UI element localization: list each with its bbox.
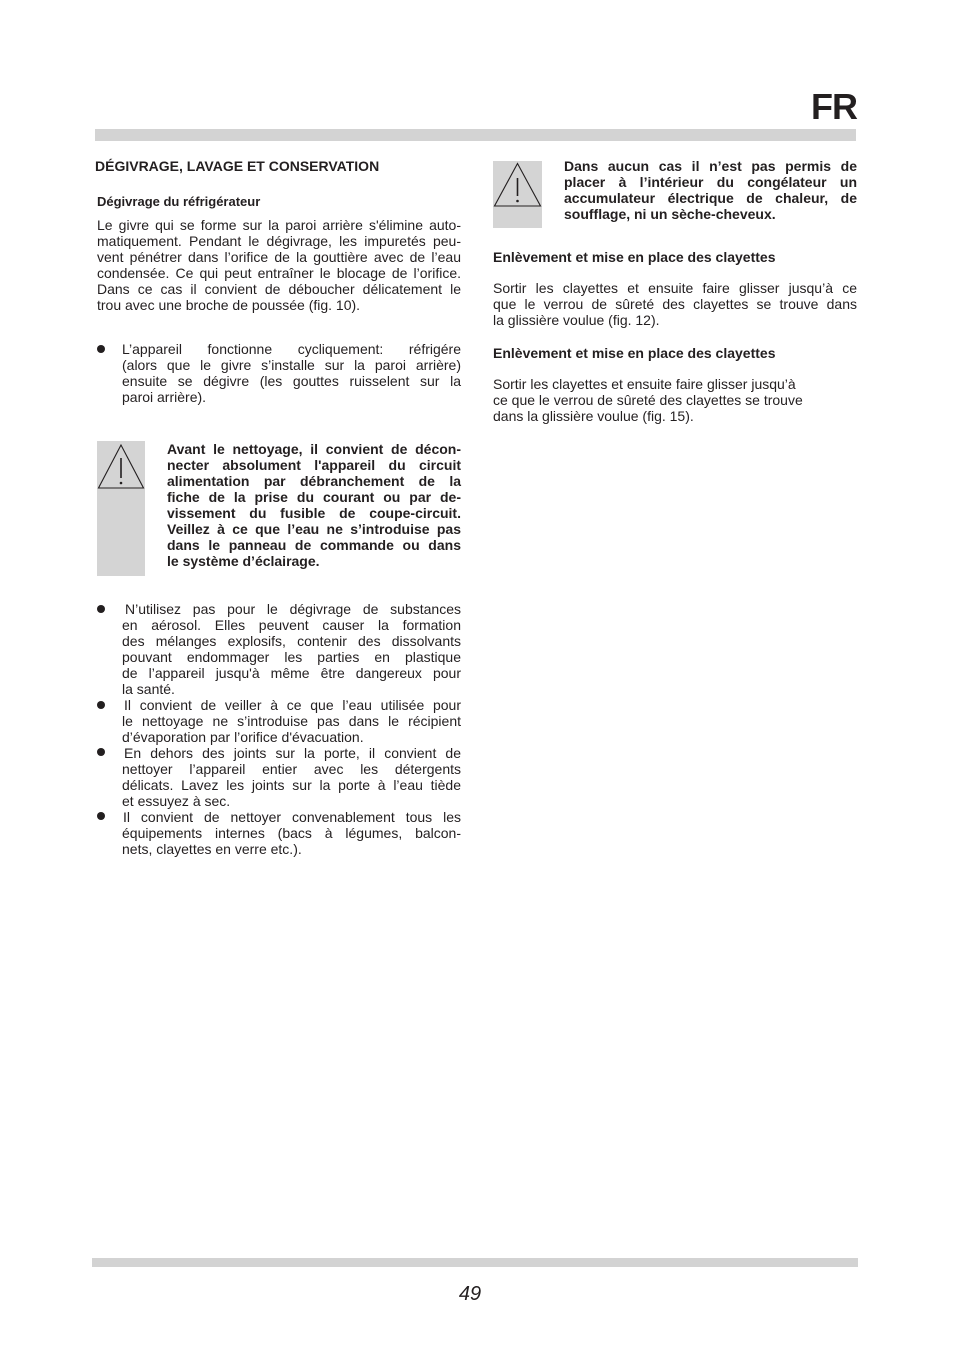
text-line: N’utilisez pas pour le dégivrage de substances (125, 601, 461, 617)
text-line: necter absolument l'appareil du circuit (167, 457, 461, 473)
section-heading: Enlèvement et mise en place des clayettes (493, 345, 776, 361)
text-line: la santé. (122, 681, 175, 697)
text-line: soufflage, ni un sèche-cheveux. (564, 206, 776, 222)
text-line: Dans ce cas il convient de déboucher délicatement le (97, 281, 461, 297)
text-line: fiche de la prise du courant ou par de- (167, 489, 461, 505)
text-line: Il convient de veiller à ce que l’eau utilisée pour (124, 697, 461, 713)
text-line: Il convient de nettoyer convenablement tous les (123, 809, 461, 825)
text-line: délicats. Lavez les joints sur la porte à l’eau tiède (122, 777, 461, 793)
warning-panel (97, 441, 145, 576)
language-code: FR (811, 86, 857, 127)
text-line: la glissière voulue (fig. 12). (493, 312, 660, 328)
text-line: pouvant endommager les parties en plastique (122, 649, 461, 665)
warning-triangle-icon (97, 441, 145, 576)
text-line: nets, clayettes en verre etc.). (122, 841, 302, 857)
text-line: nettoyer l’appareil entier avec les détergents (122, 761, 461, 777)
text-line: trou avec une broche de poussée (fig. 10). (97, 297, 361, 313)
text-line: Sortir les clayettes et ensuite faire glisser jusqu’à (493, 376, 796, 392)
text-line: dans la glissière voulue (fig. 15). (493, 408, 694, 424)
text-line: le nettoyage ne s’introduise pas dans le récipient (122, 713, 461, 729)
text-line: des mélanges explosifs, contenir des dissolvants (122, 633, 461, 649)
text-line: (alors que le givre s’installe sur la paroi arrière) (122, 357, 461, 373)
text-line: vissement du fusible de coupe-circuit. (167, 505, 461, 521)
text-line: paroi arrière). (122, 389, 207, 405)
text-line: Le givre qui se forme sur la paroi arrière s'élimine auto- (97, 217, 461, 233)
paragraph (493, 376, 857, 424)
bullet-dot-icon (97, 605, 105, 613)
warning-triangle-icon (493, 161, 542, 228)
bullet-dot-icon (97, 748, 105, 756)
section-heading: Enlèvement et mise en place des clayettes (493, 249, 776, 265)
warning-text (167, 441, 461, 569)
bullet-list (122, 601, 461, 857)
warning-panel (493, 161, 542, 228)
bullet-dot-icon (97, 345, 105, 353)
text-line: matiquement. Pendant le dégivrage, les impuretés peu- (97, 233, 461, 249)
text-line: d’évaporation par l’orifice d'évacuation. (122, 729, 364, 745)
text-line: placer à l’intérieur du congélateur un (564, 174, 857, 190)
text-line: condensée. Ce qui peut entraîner le blocage de l’orifice. (97, 265, 461, 281)
text-line: équipements internes (bacs à légumes, balcon- (122, 825, 461, 841)
intro-paragraph (97, 217, 461, 313)
text-line: dans le panneau de commande ou dans (167, 537, 461, 553)
text-line: que le verrou de sûreté des clayettes se trouve dans (493, 296, 857, 312)
text-line: Dans aucun cas il n’est pas permis de (564, 158, 857, 174)
text-line: de l’appareil jusqu'à même être dangereux pour (122, 665, 461, 681)
paragraph (493, 280, 857, 328)
text-line: ensuite se dégivre (les gouttes ruisselent sur la (122, 373, 461, 389)
warning-text (564, 158, 857, 222)
bullet-item (122, 745, 461, 809)
text-line: Avant le nettoyage, il convient de décon- (167, 441, 461, 457)
text-line: alimentation par débranchement de la (167, 473, 461, 489)
text-line: le système d’éclairage. (167, 553, 320, 569)
bullet-item (122, 601, 461, 697)
subsection-title: Dégivrage du réfrigérateur (97, 194, 261, 209)
header-rule (95, 129, 856, 141)
bullet-dot-icon (97, 812, 105, 820)
bullet-item (122, 809, 461, 857)
text-line: En dehors des joints sur la porte, il convient de (124, 745, 461, 761)
bullet-item (122, 697, 461, 745)
section-title: DÉGIVRAGE, LAVAGE ET CONSERVATION (95, 158, 380, 174)
text-line: ce que le verrou de sûreté des clayettes se trouve (493, 392, 803, 408)
text-line: en aérosol. Elles peuvent causer la formation (122, 617, 461, 633)
footer-rule (92, 1258, 858, 1267)
text-line: et essuyez à sec. (122, 793, 231, 809)
bullet-item (122, 341, 461, 405)
page-number: 49 (458, 1283, 482, 1305)
text-line: accumulateur électrique de chaleur, de (564, 190, 857, 206)
bullet-dot-icon (97, 701, 105, 709)
text-line: Veillez à ce que l’eau ne s’introduise pas (167, 521, 461, 537)
text-line: L’appareil fonctionne cycliquement: réfrigére (122, 341, 461, 357)
text-line: Sortir les clayettes et ensuite faire glisser jusqu’à ce (493, 280, 857, 296)
text-line: vent pénétrer dans l’orifice de la gouttière avec de l’eau (97, 249, 461, 265)
